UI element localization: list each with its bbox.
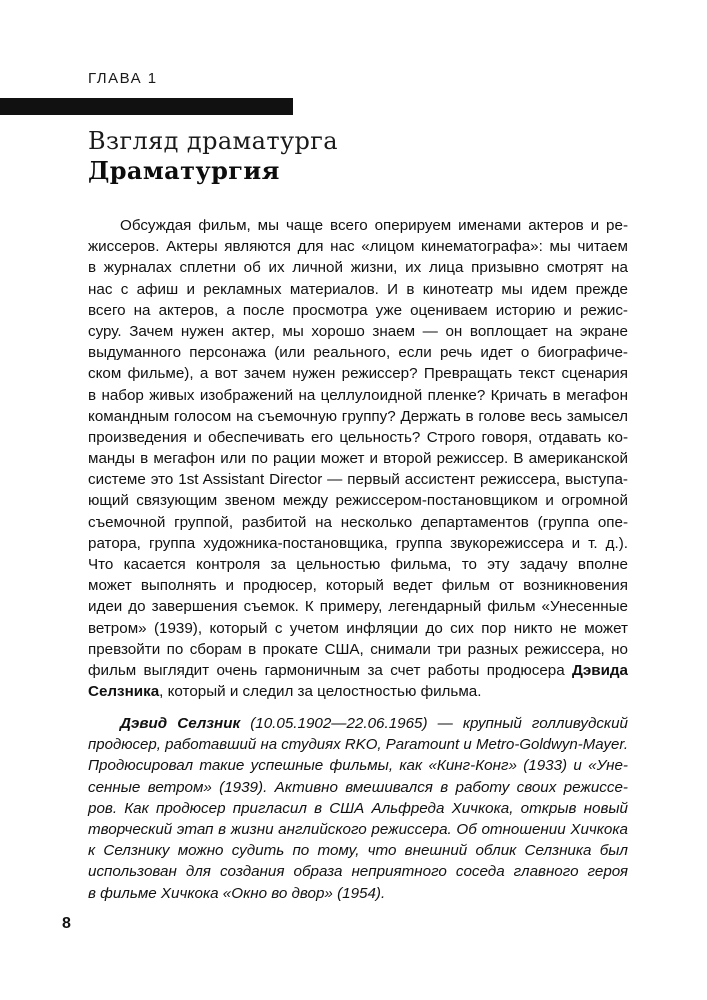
text-line: ющий связующим звеном между режиссером-постановщиком и огромной — [88, 492, 628, 510]
text-line: продюсер, работавший на студиях RKO, Paramount и Metro-Goldwyn-Mayer. — [88, 736, 628, 754]
text-line: превзойти по сборам в прокате США, снимали три разных режиссера, но — [88, 640, 628, 658]
chapter-title-light: Взгляд драматурга — [88, 127, 338, 155]
chapter-bar — [0, 98, 293, 115]
text-line — [88, 713, 628, 734]
text-line: нас с афиш и рекламных материалов. И в кинотеатр мы идем прежде — [88, 280, 628, 298]
text-line: съемочной группой, разбитой на несколько департаментов (группа опе- — [88, 513, 628, 531]
text-line: жиссеров. Актеры являются для нас «лицом кинематографа»: мы читаем — [88, 238, 628, 256]
page-number: 8 — [62, 915, 71, 932]
text-line: Что касается контроля за цельностью фильма, то эту задачу вполне — [88, 556, 628, 573]
text-line: в набор живых изображений на целлулоидной пленке? Кричать в мегафон — [88, 386, 628, 404]
bold-name: Дэвида — [572, 661, 628, 679]
text-line — [88, 660, 628, 681]
text-line: в журналах сплетни об их личной жизни, их лица призывно смотрят на — [88, 259, 628, 277]
text-line: идеи до завершения съемок. К примеру, легендарный фильм «Унесенные — [88, 598, 628, 616]
text-line: системе это 1st Assistant Director — первый ассистент режиссера, выступа- — [88, 471, 628, 489]
text-line: может выполнять и продюсер, который ведет фильм от возникновения — [88, 577, 628, 595]
text-segment: , который и следил за целостностью фильма. — [159, 683, 482, 701]
bold-name: Селзника — [88, 683, 160, 701]
bold-name: Дэвид Селзник — [120, 715, 241, 732]
text-line: суру. Зачем нужен актер, мы хорошо знаем — он воплощает на экране — [88, 322, 628, 340]
text-line: в фильме Хичкока «Окно во двор» (1954). — [88, 884, 386, 902]
text-line: манды в мегафон или по рации может и второй режиссер. В американской — [88, 450, 628, 468]
text-line: командным голосом на съемочную группу? Держать в голове весь замысел — [88, 407, 628, 425]
text-line: выдуманного персонажа (или реального, если речь идет о биографиче- — [88, 344, 628, 362]
text-line: ров. Как продюсер пригласил в США Альфреда Хичкока, открыв новый — [88, 799, 628, 817]
text-line — [88, 681, 628, 702]
text-segment: (10.05.1902—22.06.1965) — крупный голливудский — [240, 715, 629, 732]
text-line: ветром» (1939), который с учетом инфляции до сих пор никто не может — [88, 619, 628, 637]
text-line: сенные ветром» (1939). Активно вмешивался в работу своих режиссе- — [88, 778, 628, 796]
main-paragraph — [88, 215, 628, 702]
chapter-label: ГЛАВА 1 — [88, 70, 158, 87]
text-line: произведения и обеспечивать его цельность? Строго говоря, отдавать ко- — [88, 428, 628, 446]
text-line: Обсуждая фильм, мы чаще всего оперируем именами актеров и ре- — [120, 217, 628, 234]
text-segment: фильм выглядит очень гармоничным за счет работы продюсера — [88, 661, 573, 679]
text-line: всего на актеров, а после просмотра уже оцениваем историю и режис- — [88, 301, 628, 319]
text-line: использован для создания образа неприятного соседа главного героя — [88, 863, 628, 881]
text-line: Продюсировал такие успешные фильмы, как «Кинг-Конг» (1933) и «Уне- — [88, 757, 628, 775]
note-paragraph — [88, 713, 628, 904]
text-line: ском фильме), а вот зачем нужен режиссер? Превращать текст сценария — [88, 365, 628, 383]
text-line: ратора, группа художника-постановщика, группа звукорежиссера и т. д.). — [88, 534, 628, 552]
text-line: творческий этап в жизни английского режиссера. Об отношении Хичкока — [88, 820, 628, 838]
chapter-title-bold: Драматургия — [88, 156, 280, 185]
text-line: к Селзнику можно судить по тому, что внешний облик Селзника был — [88, 842, 628, 860]
